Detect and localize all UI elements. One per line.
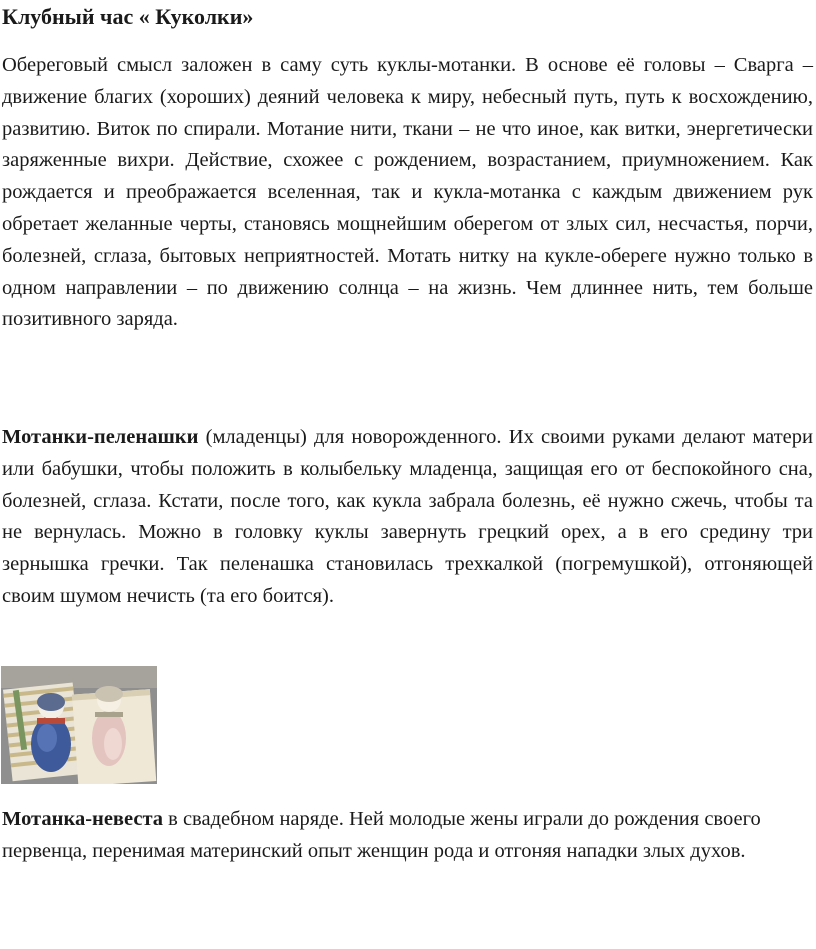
- pelenashki-term: Мотанки-пеленашки: [2, 426, 199, 448]
- paragraph-motanka-meaning: [2, 50, 813, 336]
- dolls-photo-illustration: [1, 666, 157, 784]
- paragraph-motanka-winding-text: Мотать нитку на кукле-обереге нужно только в одном направлении – по движению солнца – на жизнь. Чем длиннее нить, тем больше позитивного заряда.: [2, 244, 813, 331]
- paragraph-motanka-meaning-text: Обереговый смысл заложен в саму суть куклы-мотанки. В основе её головы – Сварга – движение благих (хороших) деяний человека к миру, небесный путь, путь к восхождению, развитию. Виток по спирали. Мотание нити, ткани – не что иное, как витки, энергетически заряженные вихри. Действие, схожее с рождением, возрастанием, приумножением. Как рождается и преображается вселенная, так и кукла-мотанка с каждым движением рук обретает желанные черты, становясь мощнейшим оберегом от злых сил, несчастья, порчи, болезней, сглаза, бытовых неприятностей.: [2, 54, 813, 267]
- pelenashki-description: (младенцы) для новорожденного. Их своими руками делают матери или бабушки, чтобы положить в колыбельку младенца, защищая его от беспокойного сна, болезней, сглаза. Кстати, после того, как кукла забрала болезнь, её нужно сжечь, чтобы та не вернулась. Можно в головку куклы завернуть грецкий орех, а в его средину три зернышка гречки. Так пеленашка становилась трехкалкой (погремушкой), отгоняющей своим шумом нечисть (та его боится).: [2, 426, 813, 607]
- nevesta-term: Мотанка-невеста: [2, 808, 164, 830]
- nevesta-description: в свадебном наряде. Ней молодые жены играли до рождения своего первенца, перенимая материнский опыт женщин рода и отгоняя нападки злых духов.: [2, 808, 761, 862]
- paragraph-pelenashki: [2, 422, 813, 613]
- paragraph-nevesta: [2, 804, 813, 868]
- document-title: Клубный час « Куколки»: [2, 4, 254, 29]
- photo-top-shadow: [1, 666, 157, 688]
- swaddled-dolls-photo: [1, 666, 157, 784]
- pink-doll: [92, 686, 126, 766]
